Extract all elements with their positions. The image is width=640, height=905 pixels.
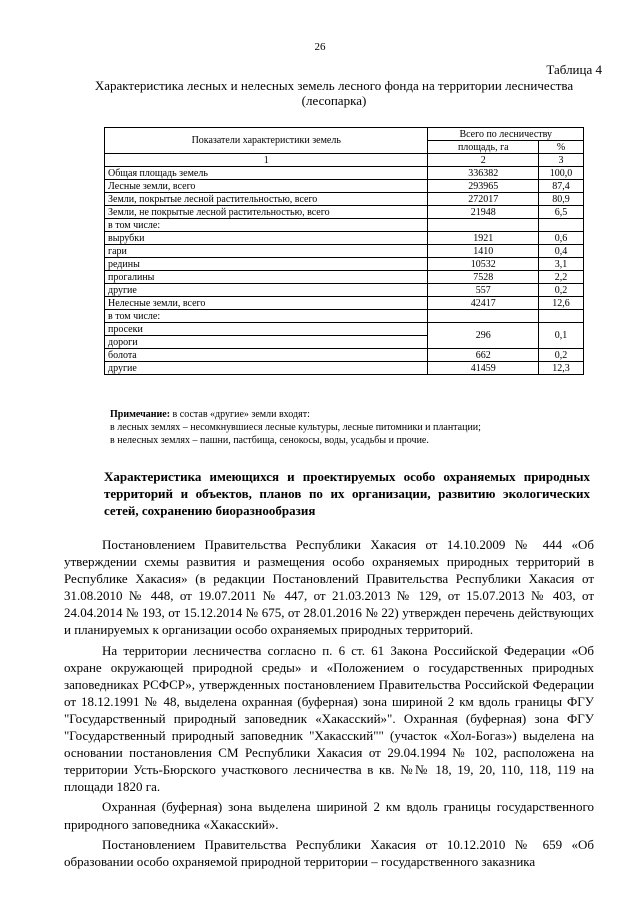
note-line-forest: в лесных землях – несомкнувшиеся лесные культуры, лесные питомники и плантации;: [110, 422, 481, 433]
land-characteristics-table: [104, 127, 584, 375]
table-row: [105, 258, 584, 271]
note-first-line: [110, 408, 600, 421]
row-label: Нелесные земли, всего: [105, 297, 428, 310]
table-row: [105, 219, 584, 232]
table-row: [105, 271, 584, 284]
row-label: в том числе:: [105, 219, 428, 232]
row-label: редины: [105, 258, 428, 271]
row-label: Земли, покрытые лесной растительностью, всего: [105, 193, 428, 206]
row-area: 662: [428, 349, 539, 362]
note-line-nonforest: в нелесных землях – пашни, пастбища, сенокосы, воды, усадьбы и прочие.: [110, 435, 429, 446]
table-row: [105, 180, 584, 193]
table-label: Таблица 4: [546, 62, 602, 77]
row-area: 7528: [428, 271, 539, 284]
row-area: 41459: [428, 362, 539, 375]
table-row: [105, 232, 584, 245]
row-label: вырубки: [105, 232, 428, 245]
paragraph: Охранная (буферная) зона выделена шириной 2 км вдоль границы государственного природного заповедника «Хакасский».: [64, 799, 594, 832]
row-label: Лесные земли, всего: [105, 180, 428, 193]
row-percent: 12,3: [539, 362, 584, 375]
section-heading: Характеристика имеющихся и проектируемых особо охраняемых природных территорий и объектов, планов по их организации, развитию экологических сетей, сохранению биоразнообразия: [104, 469, 590, 518]
row-percent: 0,2: [539, 284, 584, 297]
table-row: [105, 284, 584, 297]
row-percent: [539, 310, 584, 323]
note-intro: в состав «другие» земли входят:: [170, 409, 310, 420]
row-area: 10532: [428, 258, 539, 271]
row-area: 1921: [428, 232, 539, 245]
table-row: [105, 323, 584, 336]
row-area: [428, 310, 539, 323]
table-row: [105, 206, 584, 219]
table-row: [105, 167, 584, 180]
row-percent: 12,6: [539, 297, 584, 310]
row-percent: 0,1: [539, 323, 584, 349]
row-area: 42417: [428, 297, 539, 310]
row-label: гари: [105, 245, 428, 258]
row-percent: 0,2: [539, 349, 584, 362]
row-label: дороги: [105, 336, 428, 349]
row-label: болота: [105, 349, 428, 362]
table-note: [110, 408, 600, 447]
row-area: 336382: [428, 167, 539, 180]
row-label: Земли, не покрытые лесной растительностью, всего: [105, 206, 428, 219]
note-head: Примечание:: [110, 409, 171, 420]
page-number: 26: [314, 41, 326, 53]
row-label: просеки: [105, 323, 428, 336]
row-area: 557: [428, 284, 539, 297]
column-number-3: 3: [539, 154, 584, 167]
row-area: 272017: [428, 193, 539, 206]
paragraph: Постановлением Правительства Республики Хакасия от 14.10.2009 № 444 «Об утверждении схемы развития и размещения особо охраняемых природных территорий в Республике Хакасия» (в редакции Постановлений Правительства Республики Хакасия от 31.08.2010 № 448, от 19.07.2011 № 447, от 21.03.2013 № 129, от 15.07.2013 № 403, от 24.04.2014 № 193, от 15.12.2014 № 675, от 28.01.2016 № 22) утвержден перечень действующих и планируемых к организации особо охраняемых природных территорий.: [64, 537, 594, 638]
row-area: 1410: [428, 245, 539, 258]
percent-column-header: %: [539, 141, 584, 154]
row-percent: 0,6: [539, 232, 584, 245]
table-row: [105, 362, 584, 375]
table-row: [105, 193, 584, 206]
table-row: [105, 245, 584, 258]
row-percent: [539, 219, 584, 232]
row-label: Общая площадь земель: [105, 167, 428, 180]
paragraph: На территории лесничества согласно п. 6 ст. 61 Закона Российской Федерации «Об охране окружающей природной среды» и «Положением о государственных природных заповедниках РСФСР», утвержденных постановлением Правительства Российской Федерации от 18.12.1991 № 48, выделена охранная (буферная) зона шириной 2 км вдоль границы ФГУ "Государственный природный заповедник «Хакасский»". Охранная (буферная) зона ФГУ "Государственный природный заповедник "Хакасский"" (участок «Хол-Богаз») выделена на основании постановления СМ Республики Хакасия от 29.04.1994 № 102, расположена на территории Усть-Бюрского участкового лесничества в кв. №№ 18, 19, 20, 110, 118, 119 на площади 1820 га.: [64, 642, 594, 795]
body-text: [64, 536, 594, 873]
table-title: Характеристика лесных и нелесных земель лесного фонда на территории лесничества (лесопарка): [94, 78, 574, 108]
area-column-header: площадь, га: [428, 141, 539, 154]
paragraph: Постановлением Правительства Республики Хакасия от 10.12.2010 № 659 «Об образовании особо охраняемой природной территории – государственного заказника: [64, 836, 594, 869]
row-percent: 100,0: [539, 167, 584, 180]
row-area: 293965: [428, 180, 539, 193]
table-header-row: [105, 128, 584, 141]
column-number-row: [105, 154, 584, 167]
row-percent: 0,4: [539, 245, 584, 258]
row-percent: 80,9: [539, 193, 584, 206]
indicator-column-header: Показатели характеристики земель: [105, 128, 428, 154]
row-area: [428, 219, 539, 232]
row-area: 21948: [428, 206, 539, 219]
row-percent: 2,2: [539, 271, 584, 284]
column-number-1: 1: [105, 154, 428, 167]
row-label: прогалины: [105, 271, 428, 284]
row-percent: 6,5: [539, 206, 584, 219]
row-label: в том числе:: [105, 310, 428, 323]
row-label: другие: [105, 362, 428, 375]
table-row: [105, 349, 584, 362]
row-percent: 87,4: [539, 180, 584, 193]
row-area: 296: [428, 323, 539, 349]
row-label: другие: [105, 284, 428, 297]
table-row: [105, 310, 584, 323]
table-row: [105, 297, 584, 310]
column-number-2: 2: [428, 154, 539, 167]
row-percent: 3,1: [539, 258, 584, 271]
total-column-header: Всего по лесничеству: [428, 128, 584, 141]
